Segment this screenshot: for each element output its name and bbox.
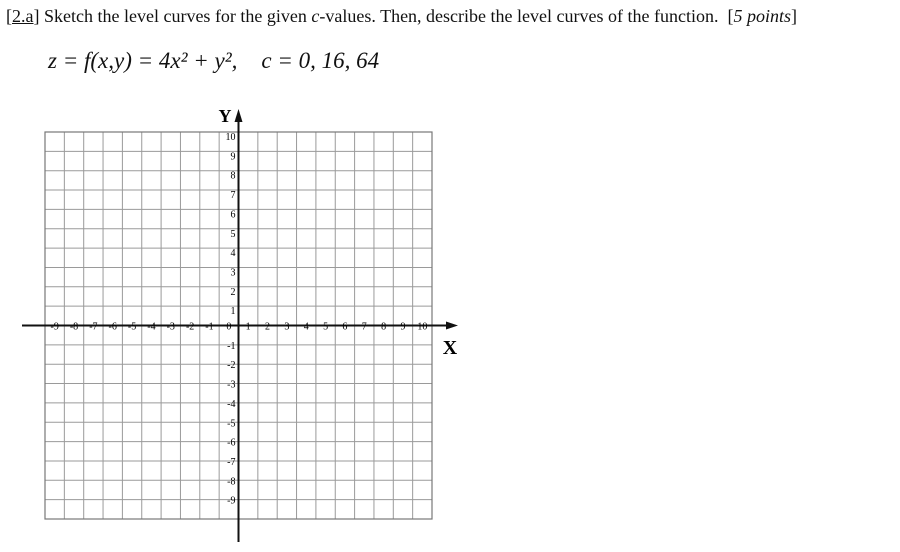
coordinate-grid[interactable]	[0, 100, 480, 552]
x-tick-label: 1	[245, 321, 251, 333]
y-tick-label: 5	[230, 228, 236, 240]
x-tick-label: 8	[381, 321, 387, 333]
x-tick-label: 9	[400, 321, 406, 333]
instruction-variable: c	[311, 6, 320, 26]
problem-number: 2.a	[12, 6, 34, 26]
x-tick-label: 7	[361, 321, 367, 333]
y-tick-labels	[226, 132, 236, 507]
x-axis-arrow-icon	[446, 322, 458, 330]
y-tick-label: -7	[227, 456, 236, 468]
y-axis-label: Y	[218, 106, 232, 126]
formula-lhs: z = f(x,y) = 4x² + y²,	[48, 48, 238, 73]
y-tick-label: 2	[230, 286, 236, 298]
y-tick-label: 4	[230, 248, 236, 260]
x-tick-label: -7	[89, 321, 98, 333]
y-tick-label: 8	[230, 170, 236, 182]
x-tick-label: -8	[69, 321, 79, 333]
points-label: 5 points	[733, 6, 791, 26]
y-tick-label: -9	[227, 495, 236, 507]
x-tick-label: -1	[205, 321, 214, 333]
x-tick-label: -2	[185, 321, 195, 333]
formula-c-values: c = 0, 16, 64	[261, 48, 380, 73]
y-tick-label: -1	[227, 340, 236, 352]
x-tick-label: -9	[50, 321, 59, 333]
y-tick-label: 1	[230, 306, 236, 318]
y-tick-label: -6	[227, 437, 236, 449]
x-tick-label: 0	[226, 321, 232, 333]
y-tick-label: 3	[230, 267, 236, 279]
y-tick-label: -3	[227, 379, 236, 391]
x-tick-label: -4	[147, 321, 156, 333]
x-tick-label: 10	[417, 321, 428, 333]
instruction-text: Sketch the level curves for the given	[44, 6, 312, 26]
y-tick-label: 10	[225, 132, 236, 143]
x-axis-label: X	[442, 337, 458, 359]
x-tick-label: 5	[323, 321, 329, 333]
x-tick-label: 4	[303, 321, 309, 333]
y-tick-label: -5	[227, 418, 236, 430]
y-tick-label: -2	[227, 360, 236, 372]
y-axis-arrow-icon	[235, 109, 243, 122]
y-tick-label: 7	[230, 190, 236, 202]
y-tick-label: 6	[230, 209, 236, 221]
y-tick-label: 9	[230, 151, 236, 163]
problem-statement: [2.a] Sketch the level curves for the given c-values. Then, describe the level curves of the function. [5 points]	[6, 6, 797, 26]
x-tick-label: -6	[108, 321, 117, 333]
function-formula	[48, 46, 379, 76]
x-tick-label: 2	[265, 321, 271, 333]
x-tick-label: 6	[342, 321, 348, 333]
x-tick-label: 3	[284, 321, 290, 333]
y-tick-label: -8	[227, 476, 236, 488]
instruction-text-rest: -values. Then, describe the level curves of the function.	[319, 6, 719, 26]
y-tick-label: -4	[227, 398, 236, 410]
axes	[22, 109, 458, 542]
x-tick-label: -3	[166, 321, 175, 333]
x-tick-label: -5	[127, 321, 137, 333]
